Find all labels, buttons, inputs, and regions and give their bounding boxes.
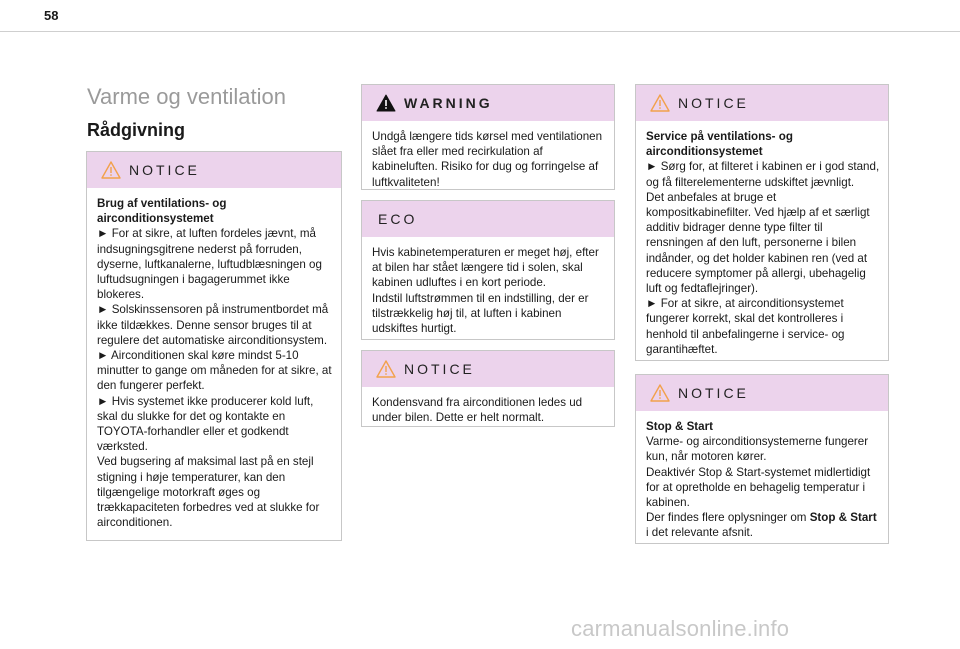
notice-heading: Service på ventilations- og airconditionsystemet xyxy=(646,130,793,159)
notice-header xyxy=(636,375,888,411)
section-title: Varme og ventilation xyxy=(87,84,286,109)
warning-header xyxy=(362,85,614,121)
notice-line: ► Solskinssensoren på instrumentbordet må ikke tildækkes. Denne sensor bruges til at regulere det automatiske airconditionsystem. xyxy=(97,303,329,347)
warning-outline-icon xyxy=(376,360,396,378)
notice-line: ► Airconditionen skal køre mindst 5-10 minutter to gange om måneden for at sikre, at den fungerer perfekt. xyxy=(97,349,332,393)
notice-line: ► For at sikre, at luften fordeles jævnt, må indsugningsgitrene nederst på forruden, dyserne, luftkanalerne, luftudblæsningen og luftudsugningen i bagagerummet ikke blokeres. xyxy=(97,227,322,302)
eco-label: ECO xyxy=(378,211,418,227)
notice-header xyxy=(87,152,341,188)
warning-outline-icon xyxy=(101,161,121,179)
notice-line: Deaktivér Stop & Start-systemet midlertidigt for at opretholde en behagelig temperatur i kabinen. xyxy=(646,465,871,510)
notice-line: Varme- og airconditionsystemerne fungerer kun, når motoren kører. xyxy=(646,435,869,464)
subsection-title: Rådgivning xyxy=(87,120,185,140)
notice-line: Det anbefales at bruge et kompositkabinefilter. Ved hjælp af et særligt additiv bidrager denne type filter til rensningen af den luft, personerne i bilen indånder, og det holder kabinen ren (ved at reducere symptomer på allergi, ubehagelig luft og fedtaflejringer). xyxy=(646,190,870,296)
eco-body xyxy=(362,237,614,344)
eco-header xyxy=(362,201,614,237)
eco-line: Indstil luftstrømmen til en indstilling, der er tilstrækkelig høj til, at luften i kabinen udskiftes hurtigt. xyxy=(372,291,589,336)
page-number: 58 xyxy=(44,8,59,23)
notice-box-stop-start xyxy=(635,374,889,544)
warning-label: WARNING xyxy=(404,95,493,111)
notice-box-service xyxy=(635,84,889,361)
notice-label: NOTICE xyxy=(404,361,475,377)
warning-filled-icon xyxy=(376,94,396,112)
watermark: carmanualsonline.info xyxy=(571,616,790,641)
notice-label: NOTICE xyxy=(129,162,200,178)
notice-line: ► Sørg for, at filteret i kabinen er i god stand, og få filterelementerne udskiftet jævnligt. xyxy=(646,160,880,189)
warning-outline-icon xyxy=(650,94,670,112)
notice-header xyxy=(362,351,614,387)
notice-heading: Brug af ventilations- og airconditionsystemet xyxy=(97,197,227,226)
notice-box-condensation xyxy=(361,350,615,427)
notice-label: NOTICE xyxy=(678,95,749,111)
notice-text: Kondensvand fra airconditionen ledes ud under bilen. Dette er helt normalt. xyxy=(372,396,583,425)
notice-header xyxy=(636,85,888,121)
warning-outline-icon xyxy=(650,384,670,402)
notice-body xyxy=(87,188,341,538)
notice-box-ventilation-use xyxy=(86,151,342,541)
eco-line: Hvis kabinetemperaturen er meget høj, efter at bilen har stået længere tid i solen, skal kabinen udluftes i en kort periode. xyxy=(372,246,599,290)
notice-text-segment: i det relevante afsnit. xyxy=(646,526,753,540)
warning-body xyxy=(362,121,614,198)
warning-box xyxy=(361,84,615,190)
warning-text: Undgå længere tids kørsel med ventilationen slået fra eller med recirkulation af kabineluften. Risiko for dug og forringelse af luftkvaliteten! xyxy=(372,130,603,189)
header-divider xyxy=(0,31,960,32)
notice-body xyxy=(636,121,888,365)
notice-body xyxy=(636,411,888,549)
notice-body xyxy=(362,387,614,433)
notice-line: Ved bugsering af maksimal last på en stejl stigning i høje temperaturer, kan den tilgængelige motorkraft øges og trækkapaciteten forbedres ved at slukke for airconditionen. xyxy=(97,455,320,530)
notice-text-segment: Der findes flere oplysninger om xyxy=(646,511,810,525)
notice-label: NOTICE xyxy=(678,385,749,401)
notice-text-bold: Stop & Start xyxy=(809,511,877,525)
notice-line: ► For at sikre, at airconditionsystemet fungerer korrekt, skal det kontrolleres i henhold til anbefalingerne i service- og garantihæftet. xyxy=(646,297,845,356)
notice-line xyxy=(646,510,880,540)
eco-box xyxy=(361,200,615,340)
notice-heading: Stop & Start xyxy=(646,420,713,433)
notice-line: ► Hvis systemet ikke producerer kold luft, skal du slukke for det og kontakte en TOYOTA-forhandler eller et godkendt værksted. xyxy=(97,394,314,454)
